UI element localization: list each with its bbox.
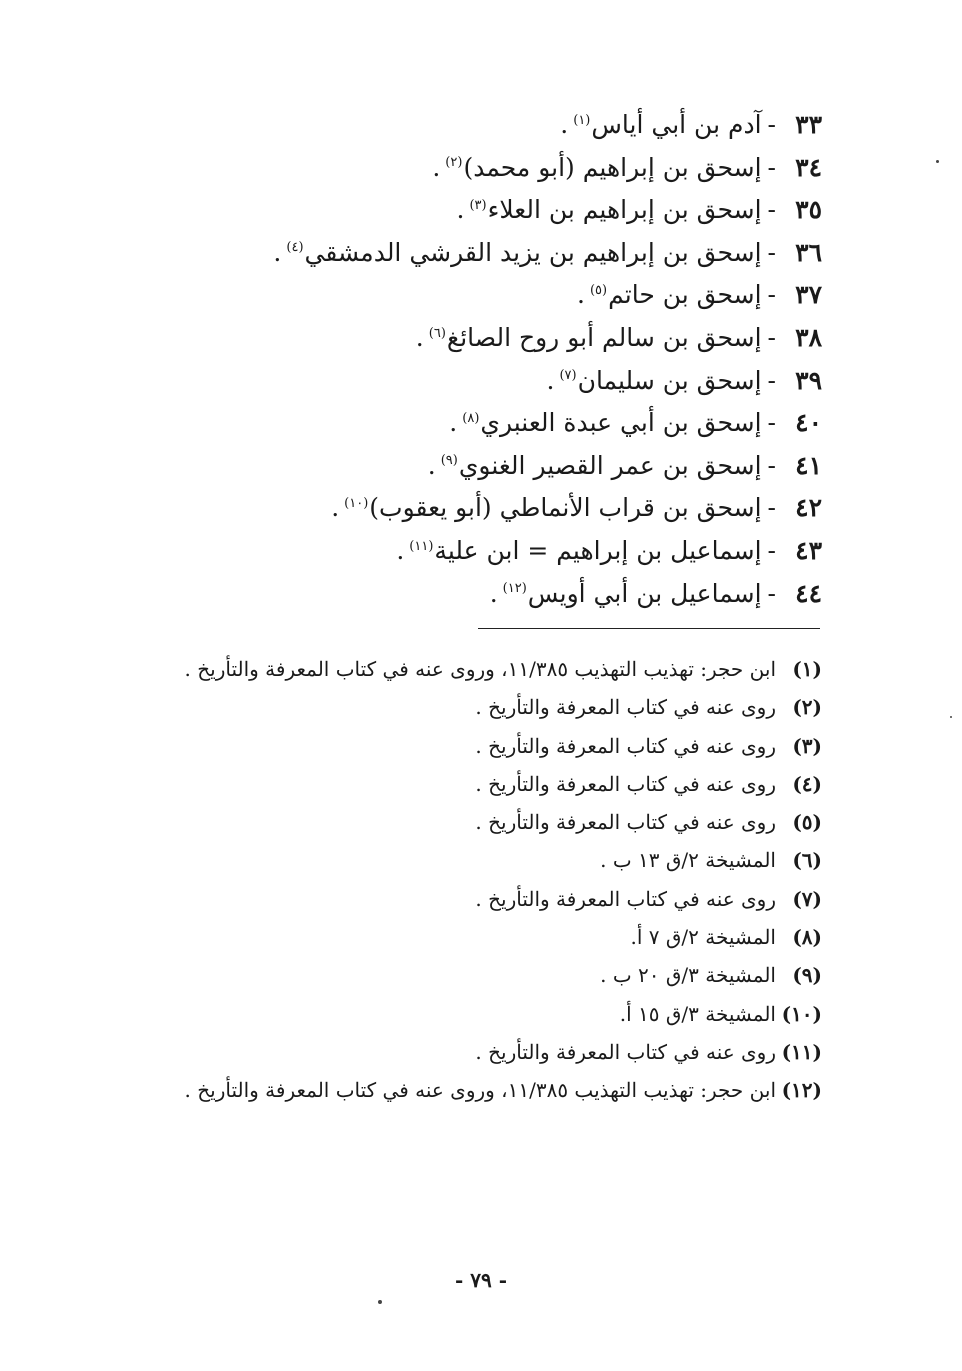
footnote-text: روى عنه في كتاب المعرفة والتأريخ . <box>475 733 776 758</box>
entry-name: إسحق بن إبراهيم (أبو محمد) <box>463 152 762 182</box>
entry-period: . <box>396 535 405 565</box>
footnote-ref: (٩) <box>440 453 458 469</box>
footnote <box>182 688 822 726</box>
footnote-ref: (١٢) <box>502 581 527 597</box>
entry-name: إسحق بن قراب الأنماطي (أبو يعقوب) <box>369 493 762 523</box>
footnote-ref: (٣) <box>469 197 487 213</box>
footnote-number: (١٠) <box>781 1001 822 1026</box>
entry-period: . <box>331 493 340 523</box>
footnote <box>182 956 822 994</box>
footnote-ref: (٥) <box>589 283 608 299</box>
footnote-text: روى عنه في كتاب المعرفة والتأريخ . <box>475 695 776 720</box>
footnote-ref: (٢) <box>445 155 463 171</box>
entry-period: . <box>489 578 498 608</box>
footnote <box>182 803 822 841</box>
list-item <box>122 104 822 147</box>
entry-number: ٤٣ <box>795 535 822 565</box>
list-item <box>122 487 822 530</box>
footnote <box>182 918 822 956</box>
scan-speck <box>378 1300 382 1304</box>
entry-name: إسحق بن أبي عبدة العنبري <box>480 408 762 438</box>
entry-period: . <box>560 110 569 139</box>
entry-name: إسماعيل بن إبراهيم = ابن علية <box>434 535 762 565</box>
entry-name: إسماعيل بن أبي أويس <box>527 578 762 608</box>
entry-period: . <box>546 365 555 395</box>
entry-name: إسحق بن إبراهيم بن العلاء <box>487 195 762 225</box>
footnote-text: المشيخة ٢/ق ٧ أ. <box>630 925 776 950</box>
entry-period: . <box>449 408 458 438</box>
entry-dash: - <box>767 535 776 565</box>
list-item <box>122 274 822 317</box>
entry-number: ٣٦ <box>795 237 822 267</box>
footnote <box>182 727 822 765</box>
footnote <box>182 880 822 918</box>
footnote-text: روى عنه في كتاب المعرفة والتأريخ . <box>475 771 776 796</box>
footnote <box>182 765 822 803</box>
list-item <box>122 317 822 360</box>
entry-dash: - <box>767 280 776 310</box>
entry-name: إسحق بن عمر القصير الغنوي <box>458 450 762 480</box>
list-item <box>122 530 822 573</box>
entry-number: ٣٩ <box>795 365 822 395</box>
footnote <box>182 650 822 688</box>
entry-dash: - <box>767 578 776 608</box>
footnote-text: المشيخة ٣/ق ٢٠ ب . <box>600 963 776 988</box>
list-item <box>122 573 822 616</box>
list-item <box>122 360 822 403</box>
entry-dash: - <box>767 365 776 395</box>
entry-number: ٣٧ <box>795 280 822 310</box>
page-number: - ٧٩ - <box>454 1268 507 1292</box>
entry-name: آدم بن أبي أياس <box>591 110 762 139</box>
entry-dash: - <box>767 152 776 182</box>
entry-name: إسحق بن إبراهيم بن يزيد القرشي الدمشقي <box>304 237 762 267</box>
scan-speck <box>950 716 952 718</box>
footnote-divider <box>478 628 820 629</box>
entry-period: . <box>432 152 441 182</box>
footnote-ref: (٦) <box>428 325 446 341</box>
entry-name: إسحق بن حاتم <box>608 280 762 310</box>
footnote-number: (٣) <box>792 733 822 758</box>
footnote-number: (٩) <box>792 963 822 988</box>
footnote-number: (٥) <box>792 810 822 835</box>
footnote-ref: (١٠) <box>344 496 369 512</box>
entry-period: . <box>577 280 585 310</box>
entry-dash: - <box>767 322 776 352</box>
footnote <box>182 995 822 1033</box>
entry-number: ٤٠ <box>795 408 822 438</box>
entry-number: ٤١ <box>795 450 822 480</box>
footnote-text: روى عنه في كتاب المعرفة والتأريخ . <box>475 1039 776 1064</box>
list-item <box>122 232 822 275</box>
footnote-number: (٤) <box>792 771 822 796</box>
footnote-number: (١١) <box>781 1039 822 1064</box>
entry-period: . <box>456 195 465 225</box>
entry-period: . <box>427 450 436 480</box>
entry-dash: - <box>767 110 776 139</box>
entry-number: ٤٢ <box>795 493 822 523</box>
entry-dash: - <box>767 195 776 225</box>
footnote-text: المشيخة ٣/ق ١٥ أ. <box>619 1001 776 1026</box>
footnote-ref: (٤) <box>286 240 304 256</box>
narrator-list <box>122 104 822 615</box>
entry-period: . <box>415 322 424 352</box>
footnote-text: المشيخة ٢/ق ١٣ ب . <box>600 848 776 873</box>
entry-dash: - <box>767 408 776 438</box>
footnote-text: روى عنه في كتاب المعرفة والتأريخ . <box>475 810 776 835</box>
footnote-number: (١٢) <box>781 1078 822 1103</box>
list-item <box>122 402 822 445</box>
footnote <box>182 841 822 879</box>
footnote-ref: (١) <box>573 112 591 128</box>
list-item <box>122 445 822 488</box>
footnote-ref: (٧) <box>559 368 577 384</box>
footnote-text: ابن حجر: تهذيب التهذيب ١١/٣٨٥، وروى عنه في كتاب المعرفة والتأريخ . <box>184 1078 776 1103</box>
footnote-list <box>182 650 822 1110</box>
entry-number: ٣٥ <box>795 195 822 225</box>
scan-speck <box>936 160 939 163</box>
footnote-text: روى عنه في كتاب المعرفة والتأريخ . <box>475 886 776 911</box>
entry-number: ٣٤ <box>795 152 822 182</box>
footnote-ref: (١١) <box>409 538 434 554</box>
entry-number: ٣٨ <box>795 322 822 352</box>
footnote-number: (٢) <box>792 695 822 720</box>
entry-name: إسحق بن سليمان <box>577 365 762 395</box>
footnote-ref: (٨) <box>462 410 480 426</box>
footnote-number: (١) <box>792 657 822 681</box>
list-item <box>122 147 822 190</box>
list-item <box>122 189 822 232</box>
entry-dash: - <box>767 493 776 523</box>
footnote-number: (٧) <box>792 886 822 911</box>
footnote-number: (٦) <box>792 848 822 873</box>
footnote-number: (٨) <box>792 925 822 950</box>
entry-number: ٤٤ <box>795 578 822 608</box>
footnote <box>182 1033 822 1071</box>
entry-dash: - <box>767 450 776 480</box>
entry-dash: - <box>767 237 776 267</box>
entry-period: . <box>273 237 282 267</box>
entry-number: ٣٣ <box>795 110 822 139</box>
footnote <box>182 1071 822 1109</box>
entry-name: إسحق بن سالم أبو روح الصائغ <box>446 322 762 352</box>
footnote-text: ابن حجر: تهذيب التهذيب ١١/٣٨٥، وروى عنه في كتاب المعرفة والتأريخ . <box>184 657 776 681</box>
